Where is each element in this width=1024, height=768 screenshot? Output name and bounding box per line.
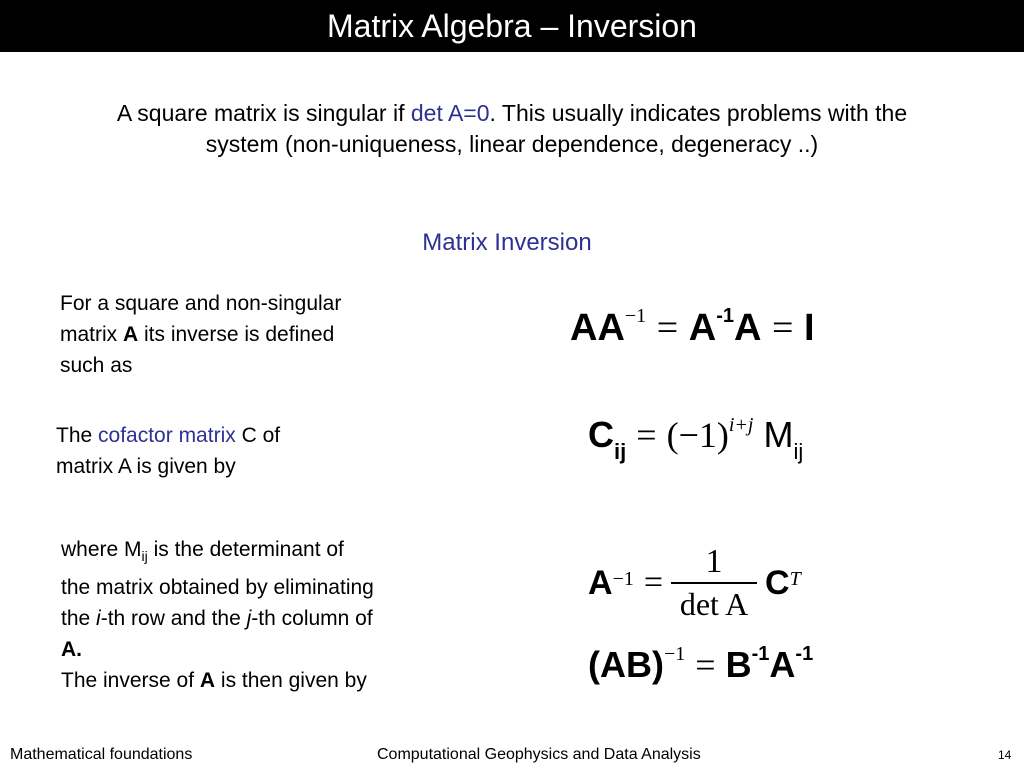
minor-where: where M xyxy=(61,538,142,561)
intro-highlight: det A=0 xyxy=(410,100,490,126)
cofactor-paragraph xyxy=(56,420,376,482)
definition-line-1: For a square and non-singular xyxy=(60,292,342,315)
footer-center: Computational Geophysics and Data Analysis xyxy=(377,746,701,763)
definition-line-2-after: its inverse is defined xyxy=(138,323,335,346)
cofactor-line-1 xyxy=(56,420,376,451)
minor-index-j: j xyxy=(246,607,252,631)
minor-index-i: i xyxy=(96,607,101,631)
inverse-rhs-exp: T xyxy=(789,567,801,590)
cofactor-rhs: M xyxy=(763,414,794,455)
intro-text-before: A square matrix is singular if xyxy=(116,100,411,126)
minor-line-3-a: the xyxy=(61,607,97,631)
cofactor-text-before: The xyxy=(56,424,99,447)
cofactor-equation xyxy=(588,414,804,464)
definition-paragraph xyxy=(60,288,440,381)
slide-title-bar xyxy=(0,0,1024,52)
identity-equals: = xyxy=(656,307,679,349)
intro-text-after: . This usually indicates problems with the system (non-uniqueness, linear dependence, degeneracy ..) xyxy=(205,100,908,157)
product-inverse-equation xyxy=(588,644,813,686)
product-lhs: (AB) xyxy=(588,644,664,685)
product-a: A xyxy=(769,644,796,685)
inverse-numerator: 1 xyxy=(705,543,723,580)
inverse-equation xyxy=(588,542,801,624)
slide-title: Matrix Algebra – Inversion xyxy=(327,7,697,44)
cofactor-line-2: matrix A is given by xyxy=(56,455,236,478)
definition-line-2 xyxy=(60,319,440,350)
identity-mid2: A xyxy=(733,307,762,349)
inverse-denominator: det A xyxy=(679,586,749,622)
cofactor-highlight: cofactor matrix xyxy=(98,424,236,447)
minor-line-5-before: The inverse of xyxy=(61,669,200,693)
minor-paragraph xyxy=(61,534,461,696)
identity-mid-exp: -1 xyxy=(716,305,734,328)
cofactor-lhs-sub: ij xyxy=(614,439,627,464)
footer-left: Mathematical foundations xyxy=(10,746,193,763)
page-number: 14 xyxy=(998,748,1012,762)
cofactor-lhs: C xyxy=(588,414,614,455)
product-lhs-exp: −1 xyxy=(663,643,686,665)
definition-line-2-before: matrix xyxy=(60,323,123,346)
definition-line-3: such as xyxy=(60,354,133,377)
inverse-lhs: A xyxy=(588,563,613,602)
identity-equation xyxy=(570,306,815,350)
identity-mid: A xyxy=(688,307,717,349)
minor-where-after: is the determinant of xyxy=(147,538,344,561)
cofactor-equals: = xyxy=(636,415,657,455)
product-b: B xyxy=(725,644,752,685)
product-b-exp: -1 xyxy=(751,643,770,665)
minor-line-5-bold: A xyxy=(199,669,216,693)
inverse-rhs: C xyxy=(765,563,790,602)
cofactor-sign: (−1) xyxy=(666,415,729,455)
intro-paragraph xyxy=(112,98,912,160)
definition-matrix-symbol: A xyxy=(123,323,139,346)
minor-line-3 xyxy=(61,603,461,634)
product-a-exp: -1 xyxy=(795,643,814,665)
section-heading: Matrix Inversion xyxy=(422,229,592,256)
minor-line-3-c: -th column of xyxy=(251,607,373,631)
cofactor-exp: i+j xyxy=(728,414,754,436)
inverse-fraction xyxy=(671,542,757,624)
minor-line-5-after: is then given by xyxy=(215,669,367,693)
identity-rhs: I xyxy=(804,307,815,349)
cofactor-text-after: C of xyxy=(235,424,281,447)
minor-line-5 xyxy=(61,665,461,696)
inverse-equals: = xyxy=(643,564,664,601)
identity-lhs: AA xyxy=(570,307,625,349)
minor-line-3-b: -th row and the xyxy=(100,607,247,631)
minor-line-1 xyxy=(61,534,461,572)
minor-line-4 xyxy=(61,634,461,665)
minor-line-2: the matrix obtained by eliminating xyxy=(61,576,374,600)
identity-lhs-exp: −1 xyxy=(624,305,647,328)
minor-where-sub: ij xyxy=(141,548,148,565)
identity-equals-2: = xyxy=(772,307,794,349)
cofactor-rhs-sub: ij xyxy=(793,439,804,464)
minor-matrix-symbol: A. xyxy=(61,638,82,662)
inverse-lhs-exp: −1 xyxy=(612,567,634,590)
product-equals: = xyxy=(695,645,716,685)
